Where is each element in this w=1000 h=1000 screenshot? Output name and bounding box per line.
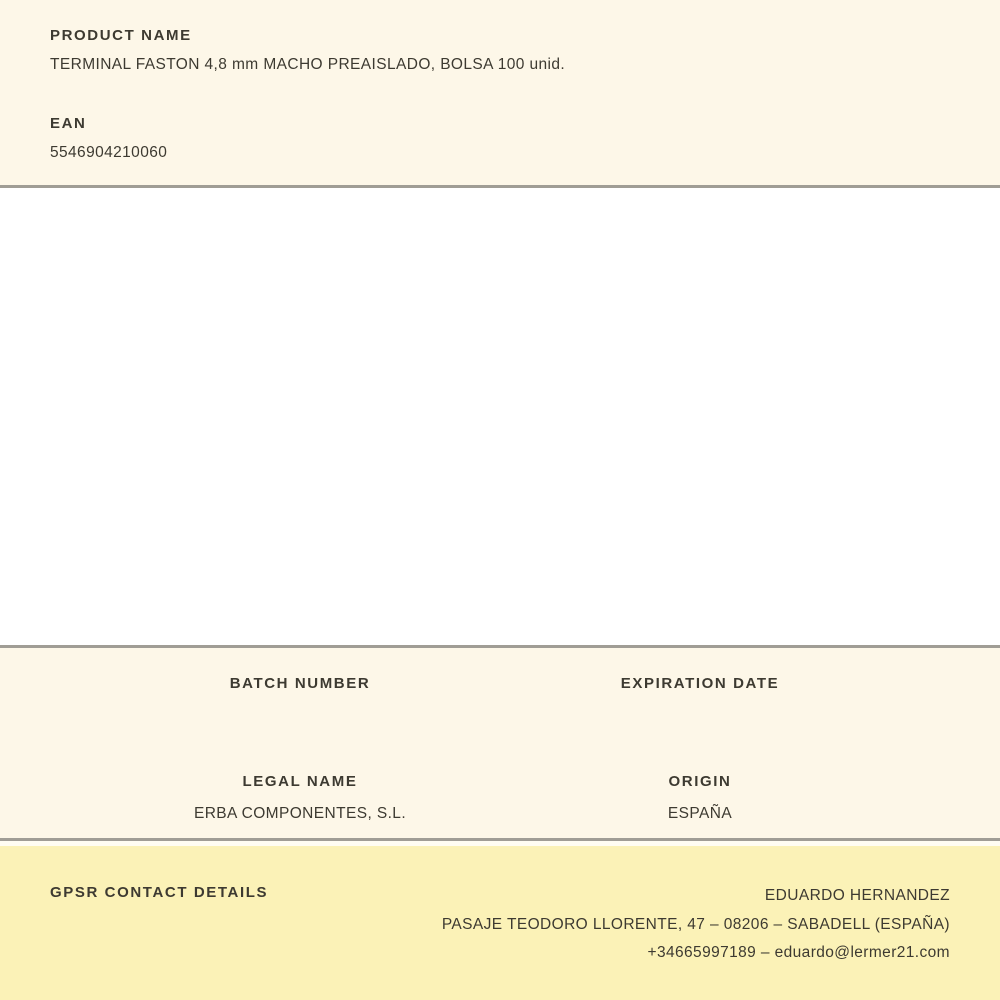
gpsr-contact-phone-email: +34665997189 – eduardo@lermer21.com xyxy=(647,944,950,961)
legal-name-field xyxy=(100,772,500,828)
legal-name-value: ERBA COMPONENTES, S.L. xyxy=(193,805,407,822)
expiration-date-value xyxy=(500,702,900,730)
origin-value: ESPAÑA xyxy=(667,805,733,822)
ean-value: 5546904210060 xyxy=(50,144,168,161)
traceability-grid xyxy=(100,674,900,828)
gpsr-contact-address: PASAJE TEODORO LLORENTE, 47 – 08206 – SABADELL (ESPAÑA) xyxy=(441,915,950,933)
gpsr-contact-details xyxy=(442,882,950,968)
product-name-value: TERMINAL FASTON 4,8 mm MACHO PREAISLADO, BOLSA 100 unid. xyxy=(50,56,566,73)
ean-field xyxy=(50,114,950,164)
ean-label: EAN xyxy=(50,115,87,132)
product-image-area xyxy=(0,188,1000,648)
expiration-date-label: EXPIRATION DATE xyxy=(620,675,780,692)
batch-number-label: BATCH NUMBER xyxy=(229,675,371,692)
gpsr-contact-name: EDUARDO HERNANDEZ xyxy=(764,887,950,904)
traceability-section xyxy=(0,648,1000,841)
product-name-label: PRODUCT NAME xyxy=(50,27,192,44)
batch-number-field xyxy=(100,674,500,730)
gpsr-contact-label: GPSR CONTACT DETAILS xyxy=(50,884,269,901)
legal-name-label: LEGAL NAME xyxy=(242,773,358,790)
product-header-section xyxy=(0,0,1000,188)
origin-field xyxy=(500,772,900,828)
expiration-date-field xyxy=(500,674,900,730)
product-name-field xyxy=(50,26,950,76)
batch-number-value xyxy=(100,702,500,730)
origin-label: ORIGIN xyxy=(668,773,732,790)
gpsr-contact-section xyxy=(0,841,1000,1000)
